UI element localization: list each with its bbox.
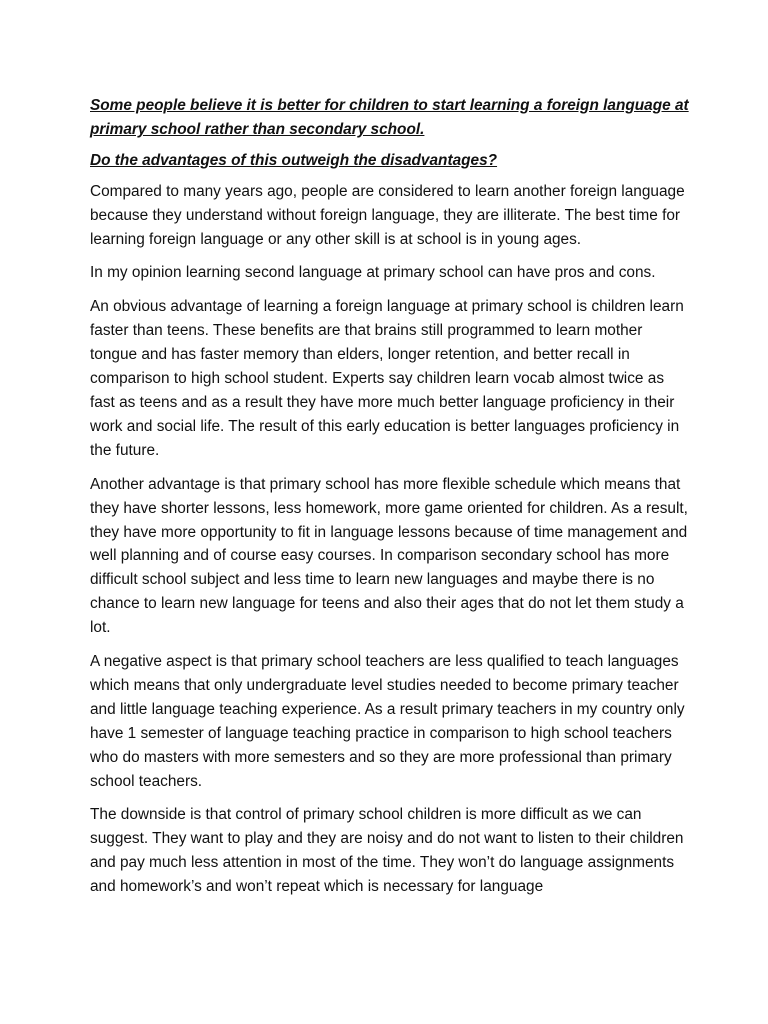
document-body: [90, 94, 690, 909]
paragraph-disadvantage-1: A negative aspect is that primary school teachers are less qualified to teach languages which means that only undergraduate level studies needed to become primary teacher and little language teaching experience. As a result primary teachers in my country only have 1 semester of language teaching practice in comparison to high school teachers who do masters with more semesters and so they are more professional than primary school teachers.: [90, 653, 685, 790]
paragraph-introduction: Compared to many years ago, people are considered to learn another foreign language because they understand without foreign language, they are illiterate. The best time for learning foreign language or any other skill is at school is in young ages.: [90, 182, 685, 248]
paragraph-opinion: In my opinion learning second language at primary school can have pros and cons.: [90, 264, 656, 282]
essay-prompt: Some people believe it is better for children to start learning a foreign language at primary school rather than secondary school.: [90, 97, 689, 138]
paragraph-advantage-2: Another advantage is that primary school has more flexible schedule which means that they have shorter lessons, less homework, more game oriented for children. As a result, they have more opportunity to fit in language lessons because of time management and well planning and of course easy courses. In comparison secondary school has more difficult school subject and less time to learn new languages and maybe there is no chance to learn new language for teens and also their ages that do not let them study a lot.: [90, 475, 688, 637]
essay-question: Do the advantages of this outweigh the disadvantages?: [90, 151, 498, 169]
paragraph-advantage-1: An obvious advantage of learning a foreign language at primary school is children learn faster than teens. These benefits are that brains still programmed to learn mother tongue and has faster memory than elders, longer retention, and better recall in comparison to high school student. Experts say children learn vocab almost twice as fast as teens and as a result they have more much better language proficiency in their work and social life. The result of this early education is better languages proficiency in the future.: [90, 298, 684, 459]
paragraph-disadvantage-2: The downside is that control of primary school children is more difficult as we can suggest. They want to play and they are noisy and do not want to listen to their children and pay much less attention in most of the time. They won’t do language assignments and homework’s and won’t repeat which is necessary for language: [90, 806, 684, 896]
